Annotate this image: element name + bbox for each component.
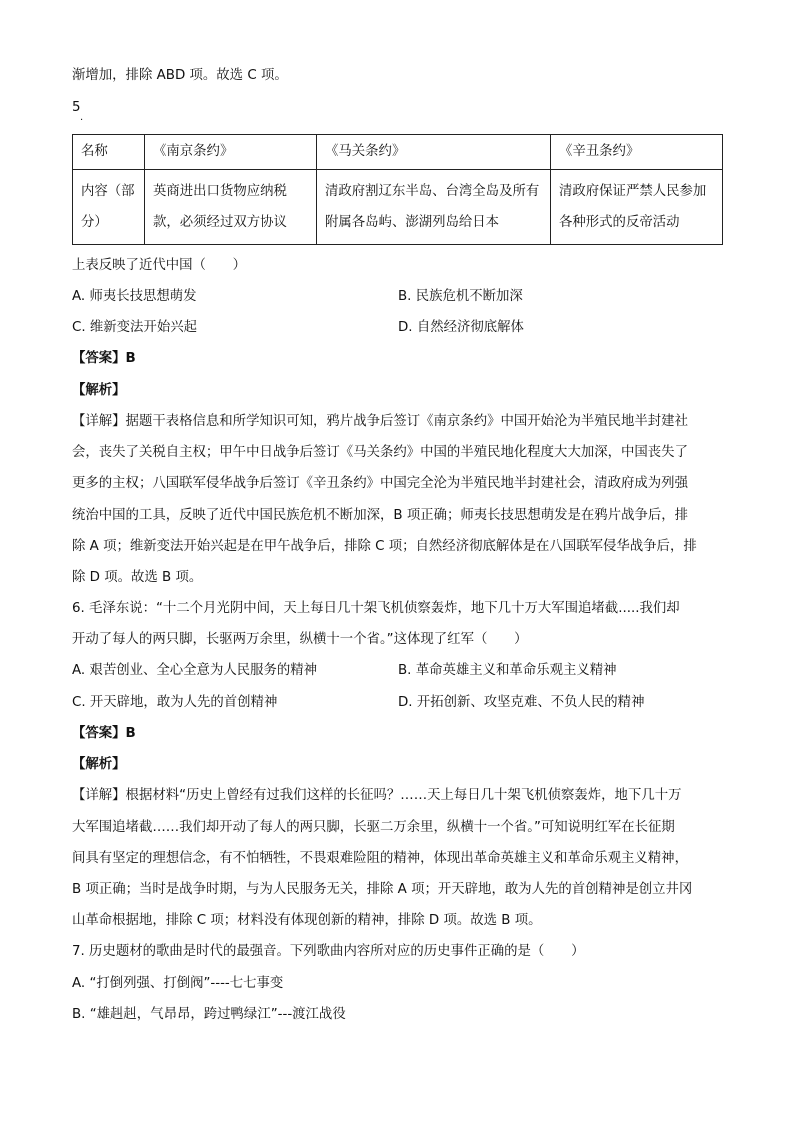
question-5-stem: 上表反映了近代中国（ ）	[72, 258, 247, 273]
table-header-cell: 《马关条约》	[317, 135, 551, 170]
table-cell: 清政府保证严禁人民参加各种形式的反帝活动	[551, 170, 723, 245]
treaty-table	[72, 134, 723, 245]
table-cell: 清政府割辽东半岛、台湾全岛及所有附属各岛屿、澎湖列岛给日本	[317, 170, 551, 245]
table-header-cell: 名称	[73, 135, 145, 170]
table-cell: 英商进出口货物应纳税款，必须经过双方协议	[145, 170, 317, 245]
question-5-number: 5	[72, 100, 81, 115]
question-5-dot: .	[80, 112, 84, 123]
question-6-stem: 6. 毛泽东说：“十二个月光阴中间，天上每日几十架飞机侦察轰炸，地下几十万大军围追堵截.....我们却	[72, 601, 680, 616]
option-a: A. “打倒列强、打倒阀”----七七事变	[72, 976, 284, 991]
detail-line: 【详解】根据材料“历史上曾经有过我们这样的长征吗？……天上每日几十架飞机侦察轰炸，地下几十万	[72, 788, 682, 803]
option-d: D. 开拓创新、攻坚克难、不负人民的精神	[398, 695, 645, 710]
option-b: B. 革命英雄主义和革命乐观主义精神	[398, 663, 617, 678]
table-header-cell: 《南京条约》	[145, 135, 317, 170]
detail-line: 除 A 项；维新变法开始兴起是在甲午战争后，排除 C 项；自然经济彻底解体是在八国联军侵华战争后，排	[72, 539, 697, 554]
option-d: D. 自然经济彻底解体	[398, 320, 524, 335]
question-6-stem: 开动了每人的两只脚，长驱两万余里，纵横十一个省。”这体现了红军（ ）	[72, 632, 528, 647]
option-c: C. 开天辟地，敢为人先的首创精神	[72, 695, 278, 710]
question-7-stem: 7. 历史题材的歌曲是时代的最强音。下列歌曲内容所对应的历史事件正确的是（ ）	[72, 944, 585, 959]
table-header-row	[73, 135, 723, 170]
answer-label: 【答案】B	[72, 726, 136, 741]
option-c: C. 维新变法开始兴起	[72, 320, 197, 335]
table-header-cell: 《辛丑条约》	[551, 135, 723, 170]
option-b: B. “雄赳赳，气昂昂，跨过鸭绿江”---渡江战役	[72, 1007, 346, 1022]
detail-line: 更多的主权；八国联军侵华战争后签订《辛丑条约》中国完全沦为半殖民地半封建社会，清政府成为列强	[72, 476, 688, 491]
answer-label: 【答案】B	[72, 351, 136, 366]
detail-line: B 项正确；当时是战争时期，与为人民服务无关，排除 A 项；开天辟地，敢为人先的首创精神是创立井冈	[72, 882, 693, 897]
option-a: A. 师夷长技思想萌发	[72, 289, 197, 304]
table-row-label: 内容（部分）	[73, 170, 145, 245]
table-row	[73, 170, 723, 245]
detail-line: 间具有坚定的理想信念，有不怕牺牲，不畏艰难险阻的精神，体现出革命英雄主义和革命乐观主义精神，	[72, 851, 688, 866]
option-b: B. 民族危机不断加深	[398, 289, 523, 304]
detail-line: 大军围追堵截……我们却开动了每人的两只脚，长驱二万余里，纵横十一个省。”可知说明红军在长征期	[72, 820, 675, 835]
analysis-label: 【解析】	[72, 383, 126, 398]
previous-analysis-ending: 渐增加，排除 ABD 项。故选 C 项。	[72, 68, 288, 83]
option-a: A. 艰苦创业、全心全意为人民服务的精神	[72, 663, 318, 678]
detail-line: 会，丧失了关税自主权；甲午中日战争后签订《马关条约》中国的半殖民地化程度大大加深，中国丧失了	[72, 445, 688, 460]
detail-line: 除 D 项。故选 B 项。	[72, 570, 203, 585]
analysis-label: 【解析】	[72, 757, 126, 772]
detail-line: 统治中国的工具，反映了近代中国民族危机不断加深，B 项正确；师夷长技思想萌发是在鸦片战争后，排	[72, 508, 689, 523]
detail-line: 【详解】据题干表格信息和所学知识可知，鸦片战争后签订《南京条约》中国开始沦为半殖民地半封建社	[72, 414, 688, 429]
detail-line: 山革命根据地，排除 C 项；材料没有体现创新的精神，排除 D 项。故选 B 项。	[72, 913, 542, 928]
